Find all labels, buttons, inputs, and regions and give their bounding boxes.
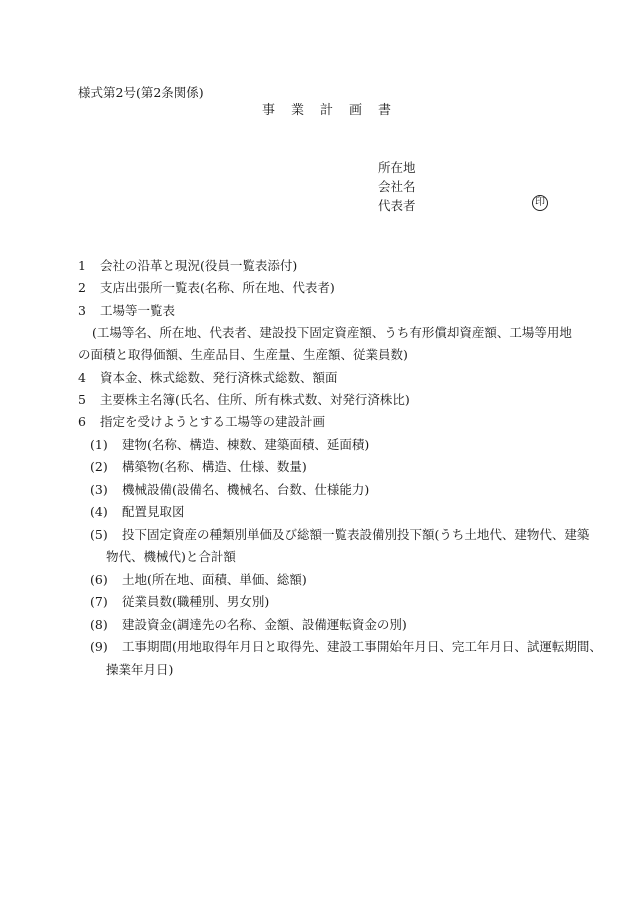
list-item: 1 会社の沿革と現況(役員一覧表添付) <box>78 258 298 273</box>
field-representative: 代表者 <box>378 198 416 213</box>
field-location: 所在地 <box>378 160 416 175</box>
list-item: 3 工場等一覧表 <box>78 303 176 318</box>
sub-list-item: (6) 土地(所在地、面積、単価、総額) <box>90 572 307 587</box>
list-item: 6 指定を受けようとする工場等の建設計画 <box>78 414 326 429</box>
sub-list-item: (5) 投下固定資産の種類別単価及び総額一覧表設備別投下額(うち土地代、建物代、建築 <box>90 527 590 542</box>
form-label: 様式第2号(第2条関係) <box>78 85 204 100</box>
sub-list-item: (7) 従業員数(職種別、男女別) <box>90 594 270 609</box>
list-item: 5 主要株主名簿(氏名、住所、所有株式数、対発行済株比) <box>78 392 410 407</box>
list-item: 2 支店出張所一覧表(名称、所在地、代表者) <box>78 280 335 295</box>
seal-mark: 印 <box>532 195 548 211</box>
list-item-detail: (工場等名、所在地、代表者、建設投下固定資産額、うち有形償却資産額、工場等用地 <box>92 325 572 340</box>
sub-list-item-continued: 物代、機械代)と合計額 <box>106 549 236 564</box>
sub-list-item-continued: 操業年月日) <box>106 662 174 677</box>
sub-list-item: (9) 工事期間(用地取得年月日と取得先、建設工事開始年月日、完工年月日、試運転期間、 <box>90 639 602 654</box>
field-company: 会社名 <box>378 179 416 194</box>
sub-list-item: (2) 構築物(名称、構造、仕様、数量) <box>90 459 307 474</box>
sub-list-item: (1) 建物(名称、構造、棟数、建築面積、延面積) <box>90 437 370 452</box>
list-item: 4 資本金、株式総数、発行済株式総数、額面 <box>78 370 338 385</box>
sub-list-item: (8) 建設資金(調達先の名称、金額、設備運転資金の別) <box>90 617 407 632</box>
document-title: 事業計画書 <box>262 103 408 118</box>
sub-list-item: (3) 機械設備(設備名、機械名、台数、仕様能力) <box>90 482 370 497</box>
sub-list-item: (4) 配置見取図 <box>90 504 185 519</box>
list-item-detail: の面積と取得価額、生産品目、生産量、生産額、従業員数) <box>78 347 408 362</box>
